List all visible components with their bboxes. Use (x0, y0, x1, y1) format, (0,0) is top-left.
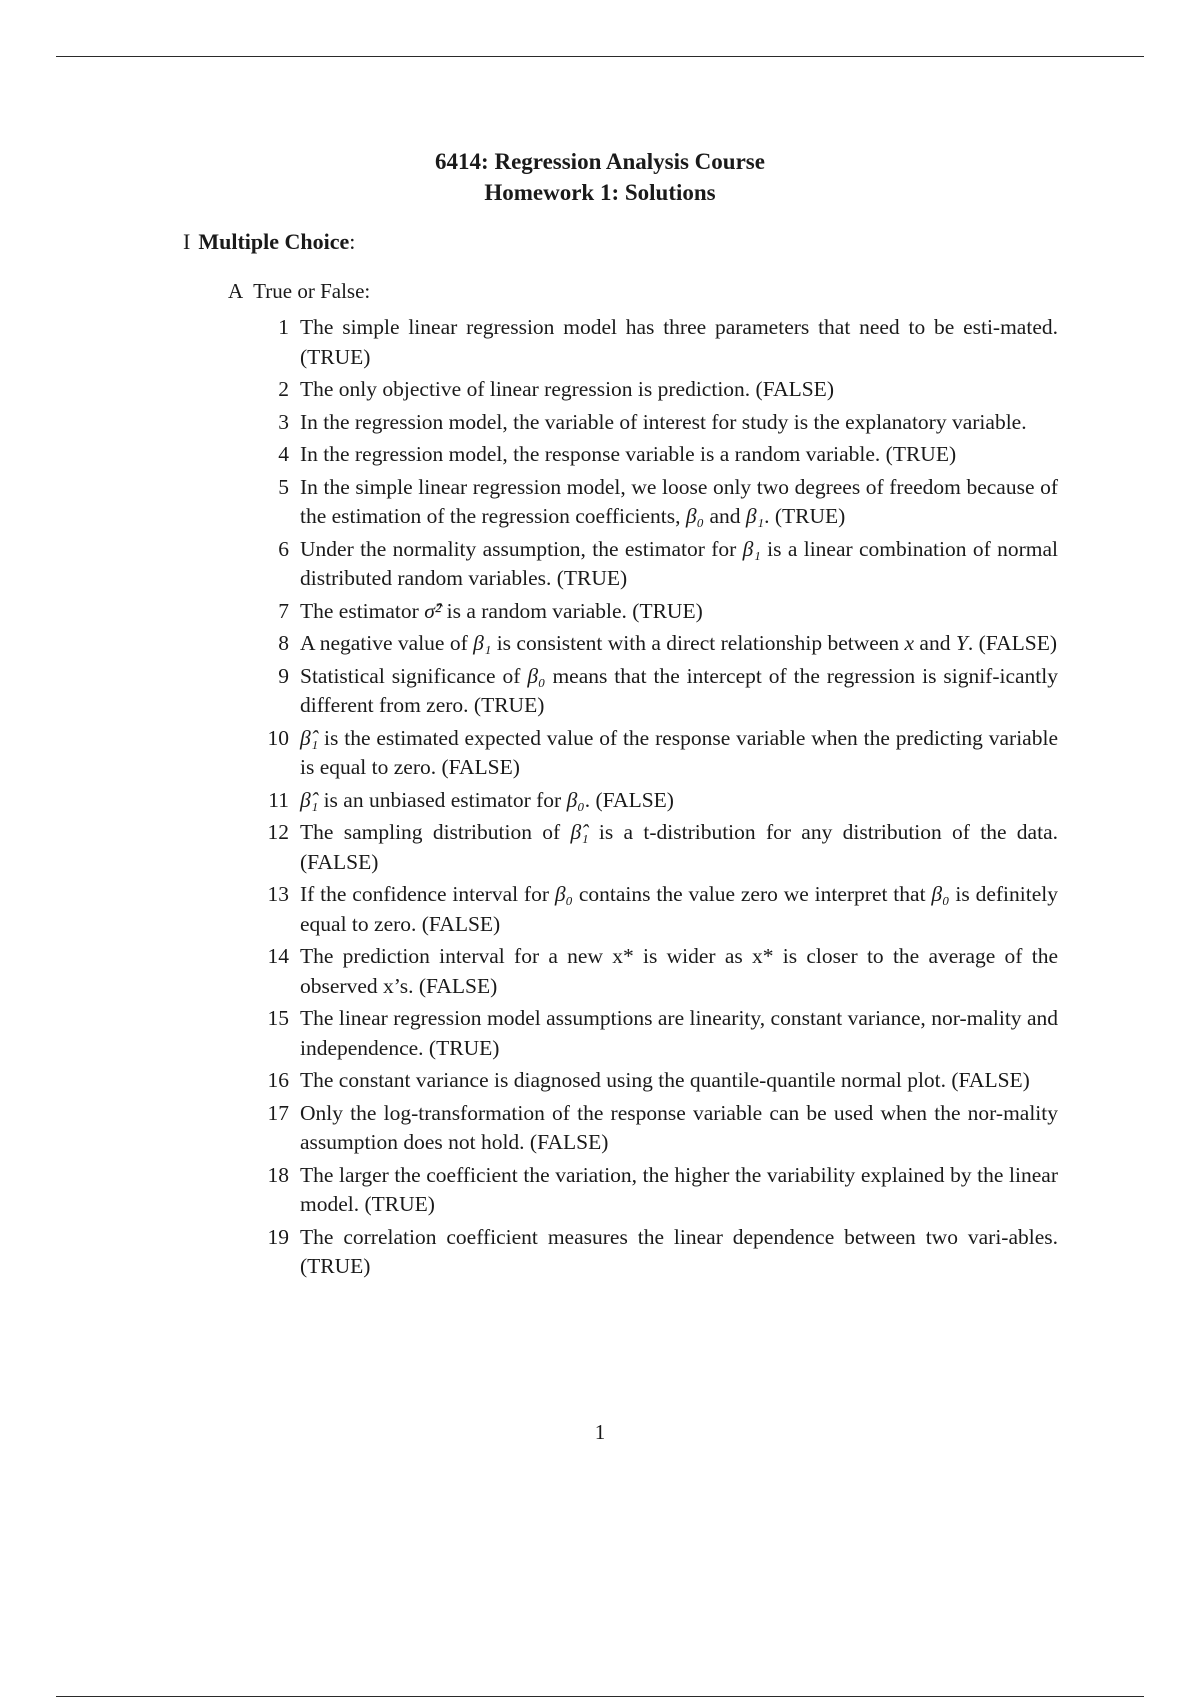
item-text (300, 882, 1058, 936)
section-heading (183, 228, 355, 256)
item-number: 8 (278, 631, 289, 655)
math-symbol: β₁ (745, 504, 765, 528)
math-symbol: σ̂² (424, 598, 442, 623)
text-run: and (704, 504, 746, 528)
item-text (300, 475, 1058, 529)
text-run: is a t-distribution for any distribution of the data. (FALSE) (300, 820, 1058, 874)
page-number: 1 (594, 1420, 606, 1444)
list-item (256, 1066, 1058, 1096)
math-symbol: β₁ (742, 536, 761, 561)
list-item (256, 375, 1058, 405)
document-subtitle: Homework 1: Solutions (484, 180, 716, 205)
text-run: Statistical significance of (300, 663, 528, 688)
text-run: The constant variance is diagnosed using the quantile-quantile normal plot. (FALSE) (300, 1068, 1030, 1092)
list-item (256, 1161, 1058, 1220)
item-number: 7 (278, 598, 289, 623)
item-number: 1 (278, 315, 289, 339)
text-run: The only objective of linear regression is prediction. (FALSE) (300, 377, 834, 401)
text-run: The prediction interval for a new x* is wider as x* is closer to the average of the observed x’s. (FALSE) (300, 944, 1058, 998)
math-symbol: β₀ (685, 504, 705, 528)
item-number: 5 (278, 474, 289, 499)
item-number: 4 (278, 442, 289, 466)
section-punct: : (349, 229, 356, 254)
item-text (300, 1068, 1030, 1092)
math-symbol: β̂₁ (570, 820, 589, 844)
item-number: 10 (267, 725, 289, 750)
subsection-letter: A (228, 279, 244, 303)
text-run: is a random variable. (TRUE) (441, 598, 703, 623)
section-label: Multiple Choice (198, 229, 350, 254)
item-text (300, 1006, 1058, 1060)
title-block (0, 146, 1200, 208)
item-text (300, 410, 1027, 434)
item-text (300, 537, 1058, 591)
text-run: In the simple linear regression model, we loose only two degrees of freedom because of the estimation of the regression coefficients, (300, 474, 1058, 528)
list-item (256, 724, 1058, 783)
item-text (300, 377, 834, 401)
math-symbol: β₀ (554, 882, 574, 906)
math-symbol: β̂₁ (300, 725, 319, 750)
math-symbol: β̂₁ (300, 787, 319, 812)
item-text (300, 1101, 1058, 1155)
math-symbol: x (904, 631, 915, 655)
item-number: 15 (267, 1006, 289, 1030)
list-item (256, 1223, 1058, 1282)
list-item (256, 408, 1058, 438)
math-symbol: Y (955, 631, 968, 655)
list-item (256, 597, 1058, 627)
item-number: 16 (267, 1068, 289, 1092)
list-item (256, 535, 1058, 594)
text-run: Only the log-transformation of the response variable can be used when the nor-mality assumption does not hold. (FALSE) (300, 1100, 1058, 1154)
item-number: 18 (267, 1162, 289, 1187)
text-run: is a linear combination of normal distributed random variables. (TRUE) (300, 536, 1058, 590)
text-run: In the regression model, the variable of interest for study is the explanatory variable. (300, 409, 1027, 434)
text-run: The correlation coefficient measures the linear dependence between two vari-ables. (TRUE) (300, 1224, 1058, 1278)
text-run: If the confidence interval for (300, 882, 555, 906)
subsection-label: True or False: (253, 279, 371, 303)
item-number: 17 (267, 1100, 289, 1125)
text-run: contains the value zero we interpret that (573, 882, 932, 906)
item-text (300, 788, 674, 812)
math-symbol: β₀ (527, 663, 546, 688)
section-number: I (183, 229, 191, 254)
item-text (300, 820, 1058, 874)
list-item (256, 629, 1058, 659)
item-number: 11 (268, 787, 289, 812)
item-number: 2 (278, 377, 289, 401)
item-number: 14 (267, 944, 289, 968)
text-run: is definitely equal to zero. (FALSE) (300, 882, 1058, 936)
text-run: . (TRUE) (764, 504, 846, 528)
item-number: 13 (267, 882, 289, 906)
top-rule (56, 56, 1144, 57)
item-number: 3 (278, 409, 289, 434)
text-run: is the estimated expected value of the response variable when the predicting variable is equal to zero. (FALSE) (300, 725, 1058, 779)
list-item (256, 440, 1058, 470)
bottom-rule (56, 1696, 1144, 1697)
document-title: 6414: Regression Analysis Course (435, 149, 765, 174)
text-run: . (FALSE) (584, 787, 674, 812)
math-symbol: β₁ (473, 631, 492, 655)
question-list (256, 313, 1058, 1285)
list-item (256, 662, 1058, 721)
math-symbol: β₀ (931, 882, 950, 906)
text-run: means that the intercept of the regression is signif-icantly different from zero. (TRUE) (300, 663, 1058, 717)
list-item (256, 786, 1058, 816)
text-run: is an unbiased estimator for (318, 787, 567, 812)
text-run: . (FALSE) (967, 631, 1057, 655)
list-item (256, 942, 1058, 1001)
item-text (300, 664, 1058, 718)
item-number: 19 (267, 1224, 289, 1249)
text-run: The sampling distribution of (300, 820, 571, 844)
list-item (256, 473, 1058, 532)
list-item (256, 1099, 1058, 1158)
list-item (256, 1004, 1058, 1063)
math-symbol: β₀ (566, 787, 585, 812)
item-number: 12 (267, 820, 289, 844)
subsection-heading (228, 277, 370, 305)
text-run: and (914, 631, 956, 655)
item-text (300, 315, 1058, 369)
text-run: Under the normality assumption, the estimator for (300, 536, 743, 561)
item-text (300, 1225, 1058, 1279)
text-run: The estimator (300, 598, 425, 623)
item-text (300, 944, 1058, 998)
list-item (256, 313, 1058, 372)
text-run: A negative value of (300, 631, 474, 655)
list-item (256, 880, 1058, 939)
text-run: The simple linear regression model has three parameters that need to be esti-mated. (TRUE) (300, 315, 1058, 369)
item-text (300, 631, 1057, 655)
text-run: The larger the coefficient the variation, the higher the variability explained by the linear model. (TRUE) (300, 1162, 1058, 1216)
list-item (256, 818, 1058, 877)
item-text (300, 1163, 1058, 1217)
text-run: In the regression model, the response variable is a random variable. (TRUE) (300, 442, 957, 466)
item-number: 9 (278, 663, 289, 688)
item-number: 6 (278, 536, 289, 561)
item-text (300, 599, 703, 623)
item-text (300, 726, 1058, 780)
text-run: The linear regression model assumptions are linearity, constant variance, nor-mality and independence. (TRUE) (300, 1006, 1058, 1060)
item-text (300, 442, 956, 466)
text-run: is consistent with a direct relationship between (491, 631, 905, 655)
